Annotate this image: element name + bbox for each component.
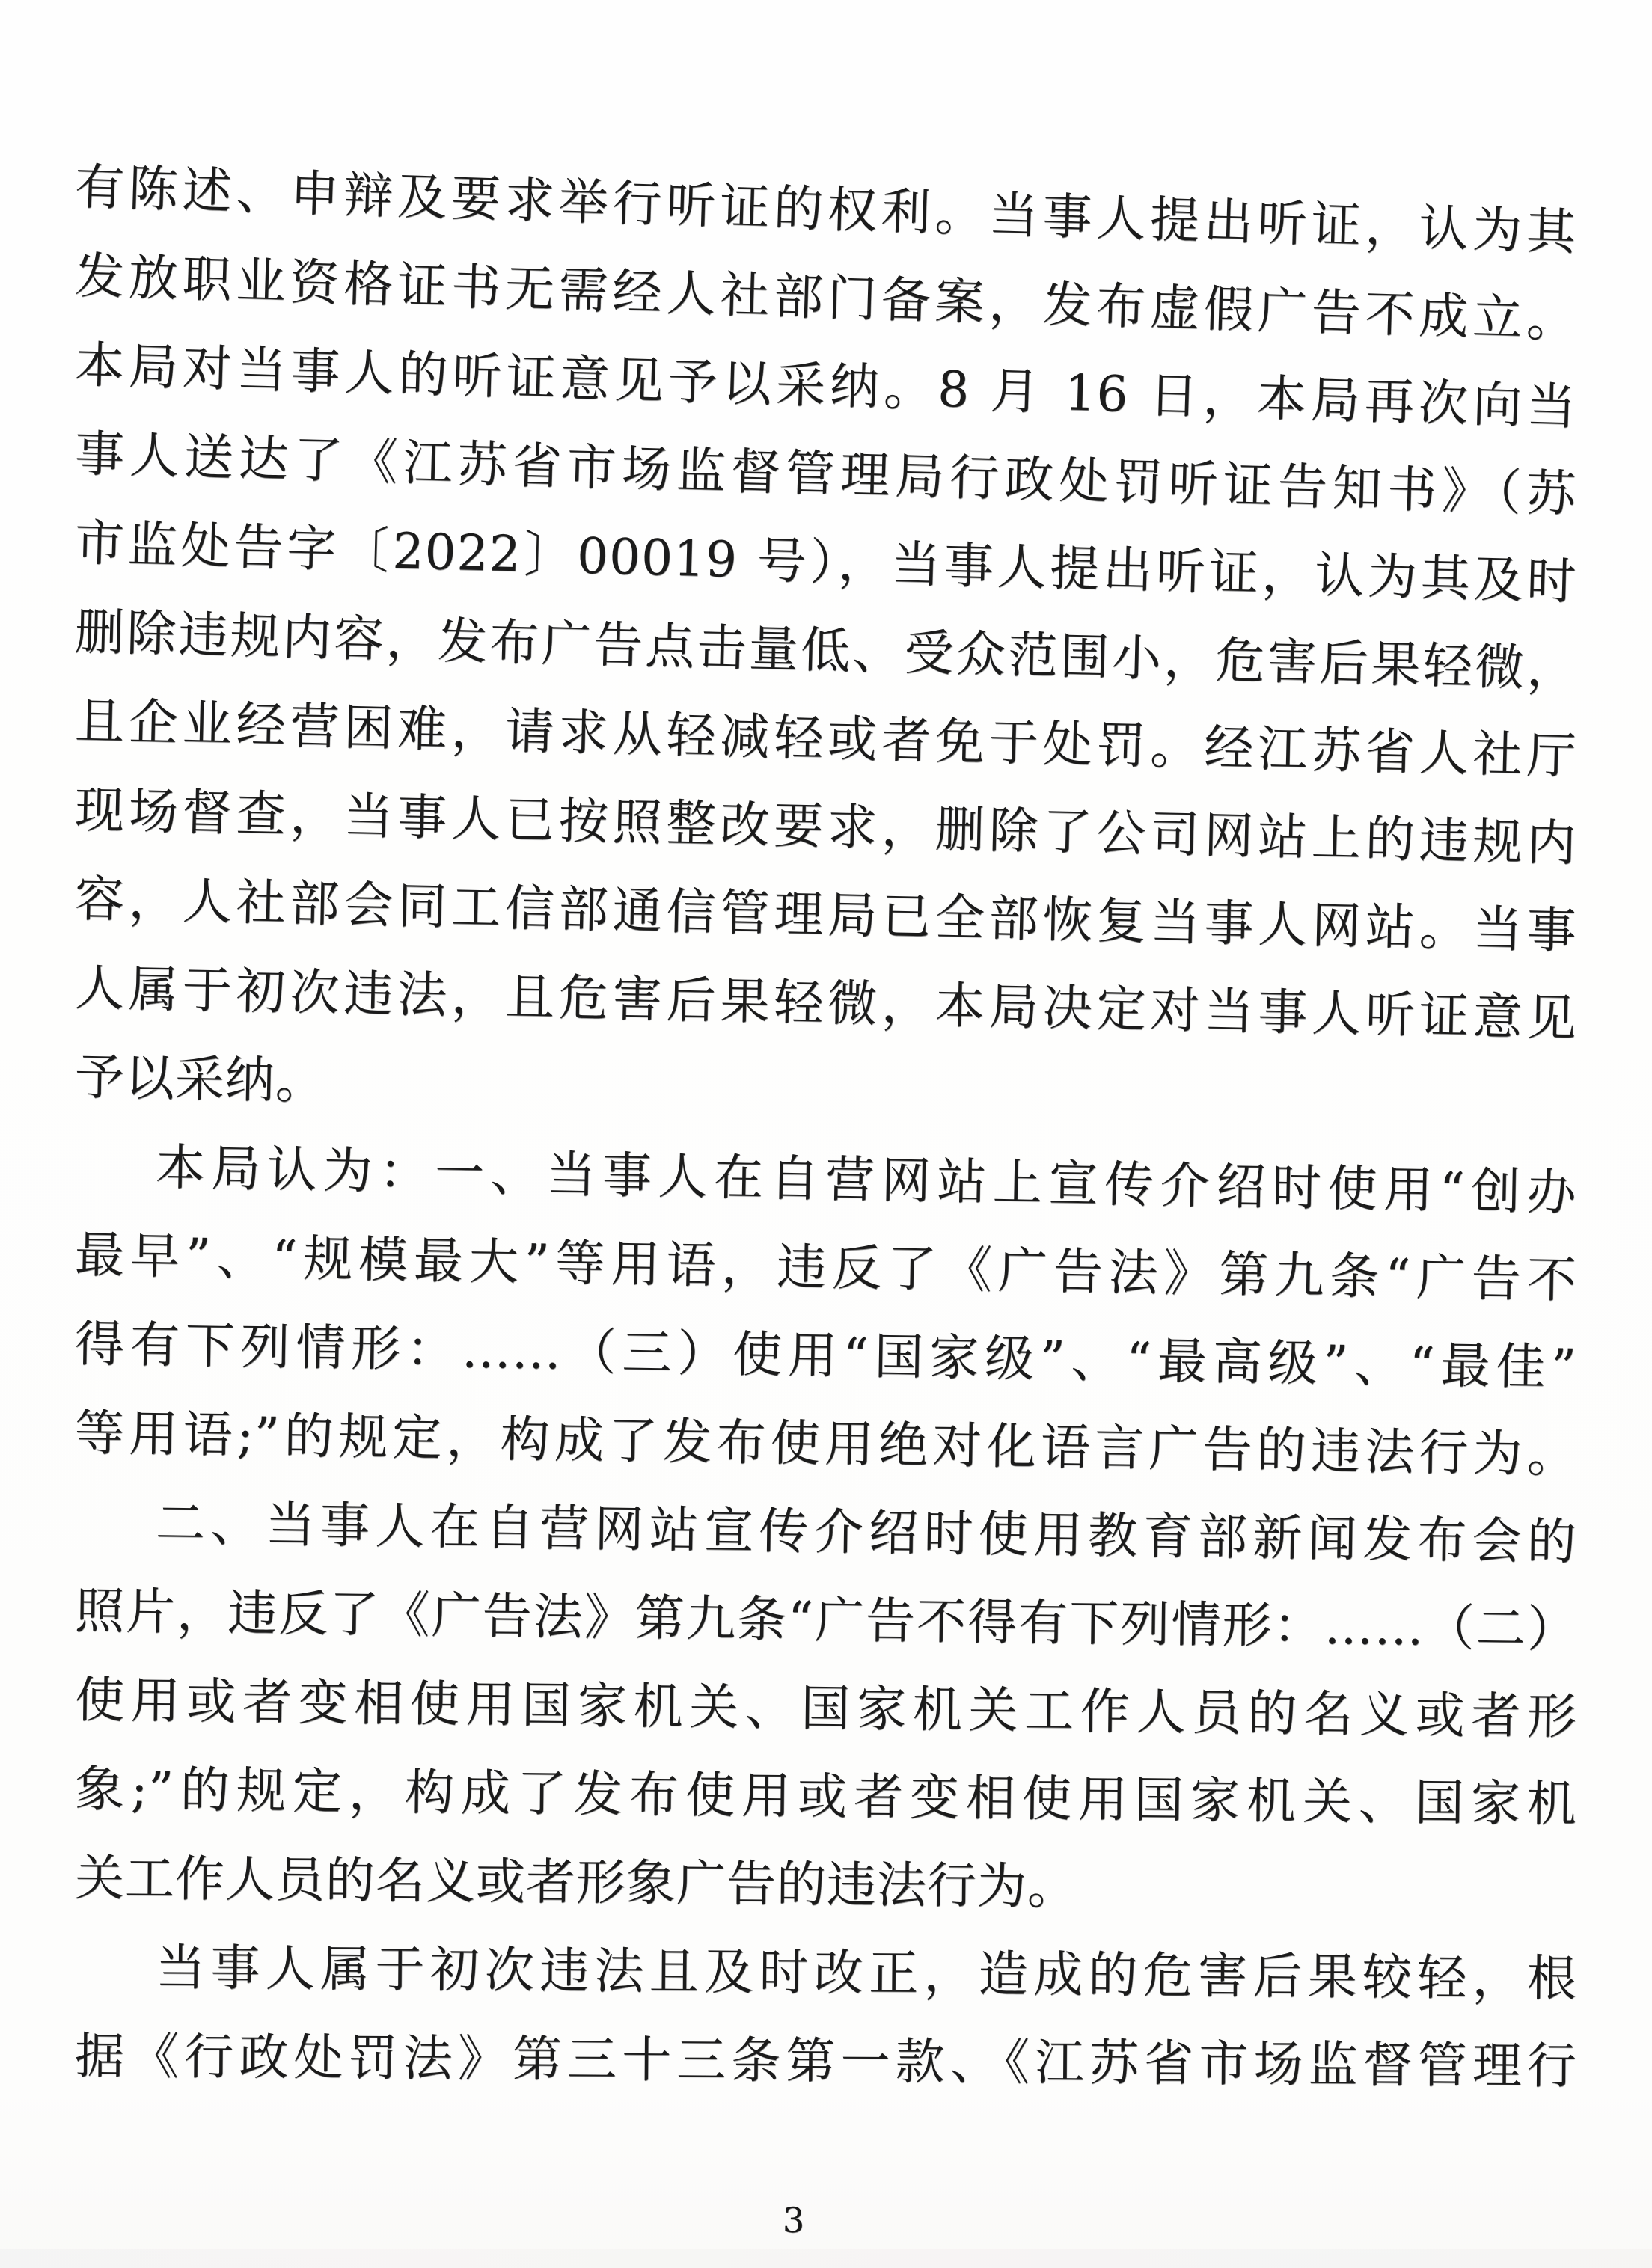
text-line: 发放职业资格证书无需经人社部门备案，发布虚假广告不成立。 xyxy=(73,247,1578,349)
text-line: 等用语;”的规定，构成了发布使用绝对化语言广告的违法行为。 xyxy=(74,1404,1578,1484)
text-line: 予以采纳。 xyxy=(74,1048,326,1111)
text-line: 当事人属于初次违法且及时改正，造成的危害后果较轻，根 xyxy=(155,1938,1578,2008)
scan-artifact-bottom-edge xyxy=(0,2249,1652,2268)
text-line: 二、当事人在自营网站宣传介绍时使用教育部新闻发布会的 xyxy=(155,1494,1578,1571)
text-line: 市监处告字〔2022〕00019 号），当事人提出听证，认为其及时 xyxy=(73,514,1578,611)
document-body-text xyxy=(75,142,1577,2100)
text-line: 关工作人员的名义或者形象广告的违法行为。 xyxy=(74,1849,1078,1916)
text-line: 有陈述、申辩及要求举行听证的权利。当事人提出听证，认为其 xyxy=(73,158,1578,262)
text-line: 人属于初次违法，且危害后果轻微，本局决定对当事人听证意见 xyxy=(74,959,1578,1047)
text-line: 得有下列情形：……（三）使用“国家级”、“最高级”、“最佳” xyxy=(74,1315,1578,1397)
text-line: 象;”的规定，构成了发布使用或者变相使用国家机关、国家机 xyxy=(74,1760,1578,1833)
text-line: 删除违规内容，发布广告点击量低、受众范围小，危害后果轻微， xyxy=(74,603,1578,699)
text-line: 最早”、“规模最大”等用语，违反了《广告法》第九条“广告不 xyxy=(74,1226,1578,1309)
text-line: 现场督查，当事人已按照整改要求，删除了公司网站上的违规内 xyxy=(74,781,1578,873)
text-line: 照片，违反了《广告法》第九条“广告不得有下列情形：……（二） xyxy=(74,1582,1578,1658)
text-line: 据《行政处罚法》第三十三条第一款、《江苏省市场监督管理行 xyxy=(74,2027,1578,2095)
text-line: 容，人社部会同工信部通信管理局已全部恢复当事人网站。当事 xyxy=(74,870,1578,960)
text-line: 本局对当事人的听证意见予以采纳。8 月 16 日，本局再次向当 xyxy=(73,336,1578,436)
text-line: 事人送达了《江苏省市场监督管理局行政处罚听证告知书》（苏 xyxy=(73,425,1578,524)
text-line: 本局认为：一、当事人在自营网站上宣传介绍时使用“创办 xyxy=(155,1138,1578,1222)
text-line: 且企业经营困难，请求从轻减轻或者免于处罚。经江苏省人社厅 xyxy=(74,692,1578,785)
page-number: 3 xyxy=(782,2199,805,2241)
text-line: 使用或者变相使用国家机关、国家机关工作人员的名义或者形 xyxy=(74,1671,1578,1746)
